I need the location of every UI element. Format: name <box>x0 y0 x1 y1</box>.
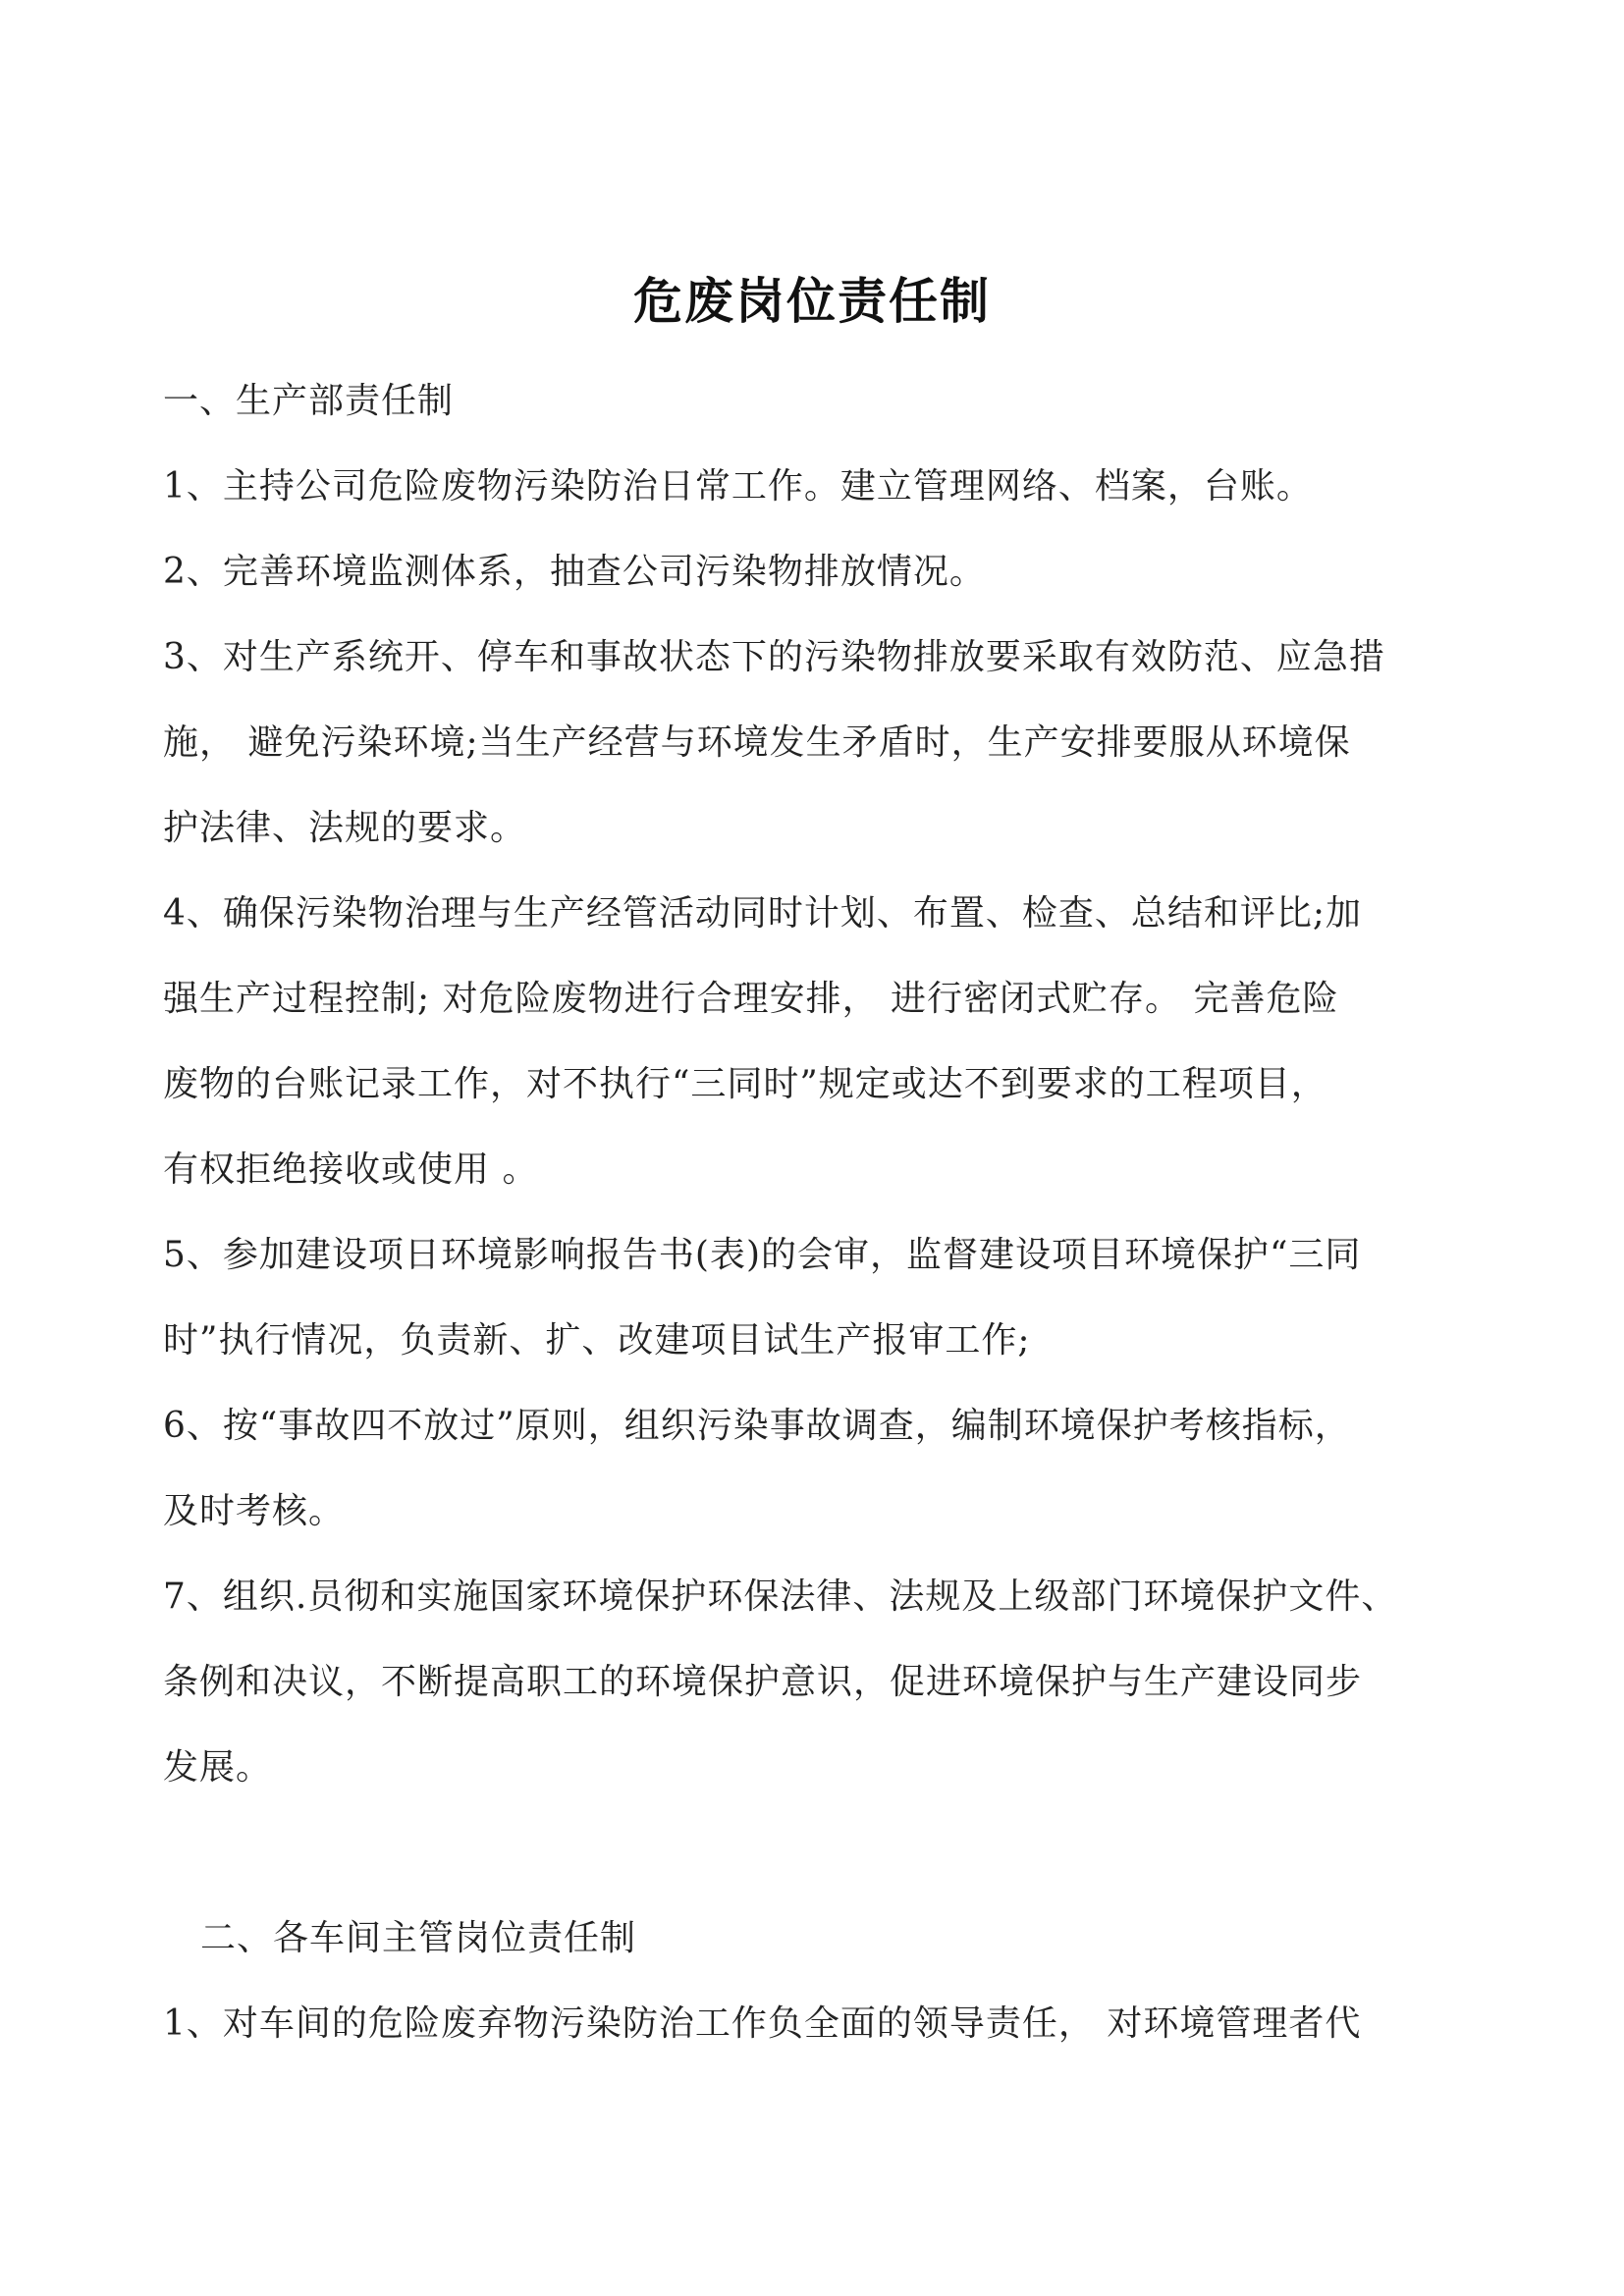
document-title: 危废岗位责任制 <box>633 273 991 330</box>
paragraph-line: 7、组织.员彻和实施国家环境保护环保法律、法规及上级部门环境保护文件、 <box>163 1576 1398 1617</box>
section-production-department <box>163 358 1459 1810</box>
paragraph-line: 6、按“事故四不放过”原则，组织污染事故调查，编制环境保护考核指标， <box>163 1406 1351 1446</box>
paragraph-line: 强生产过程控制; 对危险废物进行合理安排， 进行密闭式贮存。 完善危险 <box>163 979 1339 1019</box>
paragraph-line: 发展。 <box>163 1747 273 1788</box>
section-workshop-supervisor <box>163 1896 1459 2066</box>
paragraph-line: 5、参加建设项日环境影响报告书(表)的会审，监督建设项目环境保护“三同 <box>163 1235 1362 1275</box>
paragraph-line: 废物的台账记录工作，对不执行“三同时”规定或达不到要求的工程项目， <box>163 1064 1327 1104</box>
paragraph-line: 及时考核。 <box>163 1491 346 1531</box>
paragraph-line: 时”执行情况，负责新、扩、改建项目试生产报审工作; <box>163 1320 1031 1361</box>
paragraph-line: 3、对生产系统开、停车和事故状态下的污染物排放要采取有效防范、应急措 <box>163 637 1385 677</box>
section-heading: 二、各车间主管岗位责任制 <box>200 1918 637 1958</box>
paragraph-line: 护法律、法规的要求。 <box>163 808 527 848</box>
paragraph-line: 4、确保污染物治理与生产经管活动同时计划、布置、检查、总结和评比;加 <box>163 893 1363 934</box>
section-heading: 一、生产部责任制 <box>163 381 455 421</box>
paragraph-line: 施， 避免污染环境;当生产经营与环境发生矛盾时，生产安排要服从环境保 <box>163 722 1351 763</box>
paragraph-line: 2、完善环境监测体系，抽查公司污染物排放情况。 <box>163 552 986 592</box>
document-body <box>163 358 1459 2066</box>
paragraph-line: 1、主持公司危险废物污染防治日常工作。建立管理网络、档案，台账。 <box>163 466 1313 507</box>
paragraph-line: 有权拒绝接收或使用 。 <box>163 1149 539 1190</box>
paragraph-line: 1、对车间的危险废弃物污染防治工作负全面的领导责任， 对环境管理者代 <box>163 2003 1362 2044</box>
paragraph-line: 条例和决议，不断提高职工的环境保护意识，促进环境保护与生产建设同步 <box>163 1662 1363 1702</box>
